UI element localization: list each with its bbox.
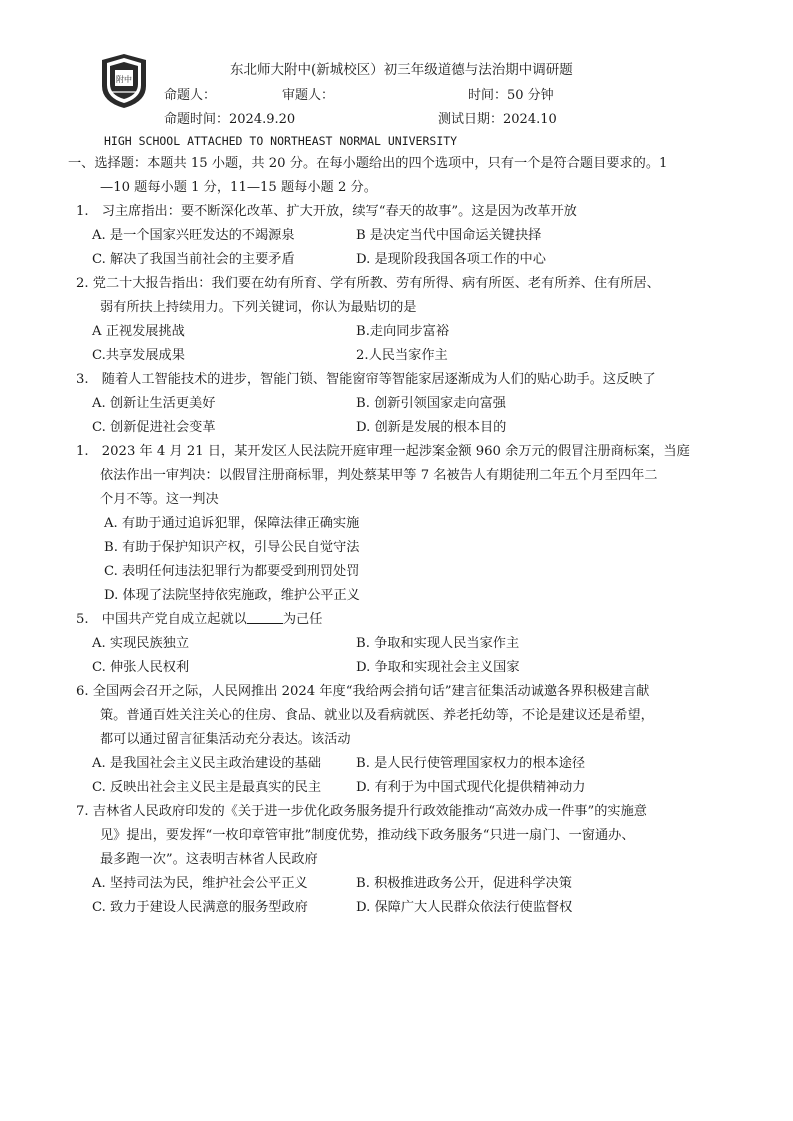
- option-d[interactable]: D. 争取和实现社会主义国家: [356, 660, 520, 675]
- question-stem: 1. 习主席指出：要不断深化改革、扩大开放，续写“春天的故事”。这是因为改革开放: [76, 204, 577, 219]
- option-c[interactable]: C. 致力于建设人民满意的服务型政府: [92, 900, 308, 915]
- option-c[interactable]: C. 表明任何违法犯罪行为都要受到刑罚处罚: [104, 564, 360, 579]
- option-d[interactable]: D. 有利于为中国式现代化提供精神动力: [356, 780, 586, 795]
- option-c[interactable]: C. 解决了我国当前社会的主要矛盾: [92, 252, 295, 267]
- question-6: [68, 680, 704, 800]
- test-date: 测试日期：2024.10: [438, 112, 557, 127]
- option-a[interactable]: A. 有助于通过追诉犯罪，保障法律正确实施: [104, 516, 360, 531]
- section-instruction: —10 题每小题 1 分，11—15 题每小题 2 分。: [100, 180, 377, 195]
- option-c[interactable]: C.共享发展成果: [92, 348, 185, 363]
- question-4: [68, 440, 704, 608]
- school-logo: [98, 52, 150, 110]
- option-a[interactable]: A. 坚持司法为民，维护社会公平正义: [92, 876, 308, 891]
- setter-label: 命题人：: [164, 88, 217, 103]
- option-c[interactable]: C. 创新促进社会变革: [92, 420, 216, 435]
- option-b[interactable]: B 是决定当代中国命运关键抉择: [356, 228, 542, 243]
- option-a[interactable]: A. 是一个国家兴旺发达的不竭源泉: [92, 228, 295, 243]
- question-stem: 最多跑一次”。这表明吉林省人民政府: [100, 852, 318, 867]
- exam-duration: 时间：50 分钟: [468, 88, 554, 103]
- option-b[interactable]: B.走向同步富裕: [356, 324, 450, 339]
- question-stem: 弱有所扶上持续用力。下列关键词，你认为最贴切的是: [100, 300, 417, 315]
- question-2: [68, 272, 704, 368]
- option-b[interactable]: B. 有助于保护知识产权，引导公民自觉守法: [104, 540, 360, 555]
- section-instruction: 一、选择题：本题共 15 小题，共 20 分。在每小题给出的四个选项中，只有一个是符合题目要求的。1: [68, 156, 668, 171]
- option-a[interactable]: A. 是我国社会主义民主政治建设的基础: [92, 756, 321, 771]
- question-5: [68, 608, 704, 680]
- option-d[interactable]: D. 体现了法院坚持依宪施政，维护公平正义: [104, 588, 360, 603]
- question-7: [68, 800, 704, 920]
- logo-text: 附中: [116, 75, 132, 84]
- stem-text: 5. 中国共产党自成立起就以: [76, 612, 247, 627]
- option-d[interactable]: 2.人民当家作主: [356, 348, 448, 363]
- option-b[interactable]: B. 争取和实现人民当家作主: [356, 636, 520, 651]
- question-stem: 3. 随着人工智能技术的进步，智能门锁、智能窗帘等智能家居逐渐成为人们的贴心助手。这反映了: [76, 372, 656, 387]
- answer-blank: [247, 609, 283, 624]
- stem-text: 为己任: [282, 612, 323, 627]
- set-time: 命题时间：2024.9.20: [164, 112, 296, 127]
- question-stem: 7. 吉林省人民政府印发的《关于进一步优化政务服务提升行政效能推动“高效办成一件事”的实施意: [76, 804, 647, 819]
- option-b[interactable]: B. 积极推进政务公开，促进科学决策: [356, 876, 572, 891]
- option-d[interactable]: D. 是现阶段我国各项工作的中心: [356, 252, 546, 267]
- reviewer-label: 审题人：: [282, 88, 335, 103]
- question-1: [68, 200, 704, 272]
- option-c[interactable]: C. 反映出社会主义民主是最真实的民主: [92, 780, 322, 795]
- option-a[interactable]: A 正视发展挑战: [92, 324, 185, 339]
- question-stem: 依法作出一审判决：以假冒注册商标罪，判处蔡某甲等 7 名被告人有期徒刑二年五个月至四年二: [100, 468, 658, 483]
- question-section: [68, 152, 704, 920]
- option-b[interactable]: B. 创新引领国家走向富强: [356, 396, 506, 411]
- question-stem: 2. 党二十大报告指出：我们要在幼有所育、学有所教、劳有所得、病有所医、老有所养、住有所居、: [76, 276, 660, 291]
- question-stem: 都可以通过留言征集活动充分表达。该活动: [100, 732, 351, 747]
- option-b[interactable]: B. 是人民行使管理国家权力的根本途径: [356, 756, 586, 771]
- question-stem: [68, 608, 704, 632]
- school-english-name: HIGH SCHOOL ATTACHED TO NORTHEAST NORMAL UNIVERSITY: [104, 134, 458, 148]
- option-a[interactable]: A. 创新让生活更美好: [92, 396, 216, 411]
- option-d[interactable]: D. 保障广大人民群众依法行使监督权: [356, 900, 573, 915]
- question-3: [68, 368, 704, 440]
- question-stem: 个月不等。这一判决: [100, 492, 219, 507]
- question-stem: 6. 全国两会召开之际，人民网推出 2024 年度“我给两会捎句话”建言征集活动诚邀各界积极建言献: [76, 684, 650, 699]
- option-d[interactable]: D. 创新是发展的根本目的: [356, 420, 507, 435]
- question-stem: 1. 2023 年 4 月 21 日，某开发区人民法院开庭审理一起涉案金额 960 余万元的假冒注册商标案，当庭: [76, 444, 690, 459]
- option-a[interactable]: A. 实现民族独立: [92, 636, 190, 651]
- exam-title: 东北师大附中(新城校区）初三年级道德与法治期中调研题: [230, 62, 573, 78]
- question-stem: 见》提出，要发挥“一枚印章管审批”制度优势，推动线下政务服务“只进一扇门、一窗通办、: [100, 828, 635, 843]
- question-stem: 策。普通百姓关注关心的住房、食品、就业以及看病就医、养老托幼等，不论是建议还是希望，: [100, 708, 654, 723]
- option-c[interactable]: C. 伸张人民权利: [92, 660, 190, 675]
